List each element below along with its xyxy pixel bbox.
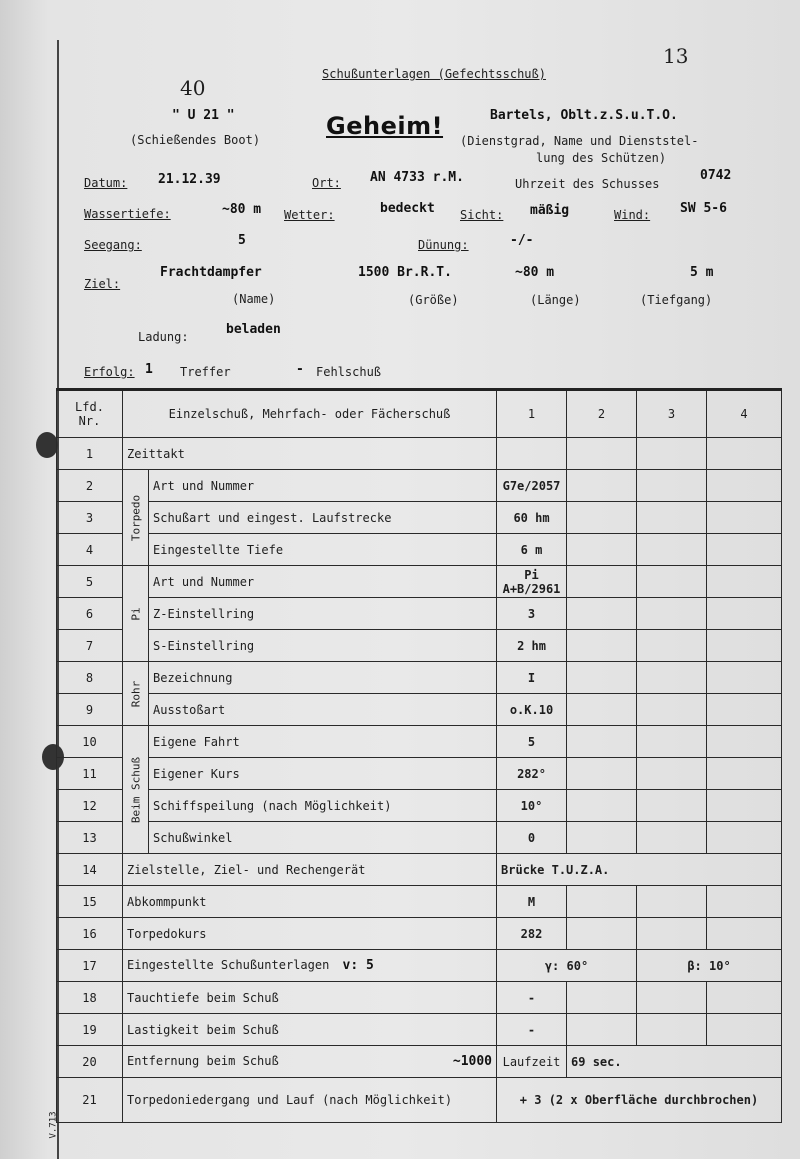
side-print: V.713 — [48, 1111, 59, 1139]
row17-value-a: v: 5 — [342, 958, 374, 973]
sight-label: Sicht: — [460, 208, 504, 222]
row-value: 5 — [497, 726, 567, 758]
table-row — [57, 534, 782, 566]
row-label: Schiffspeilung (nach Möglichkeit) — [149, 790, 497, 822]
result-hits: 1 — [145, 362, 153, 377]
row-label: Lastigkeit beim Schuß — [123, 1014, 497, 1046]
sea-label: Seegang: — [84, 238, 142, 252]
firing-data-table — [56, 388, 782, 1123]
cargo-label: Ladung: — [138, 330, 189, 344]
table-row — [57, 790, 782, 822]
row-label: Torpedoniedergang und Lauf (nach Möglichkeit) — [123, 1078, 497, 1123]
cargo-value: beladen — [226, 322, 281, 337]
col-header-1: 1 — [497, 390, 567, 438]
table-row — [57, 918, 782, 950]
row-value: 282 — [497, 918, 567, 950]
result-misses-label: Fehlschuß — [316, 365, 382, 379]
row-value: Pi A+B/2961 — [497, 566, 567, 598]
swell-label: Dünung: — [418, 238, 469, 252]
col-header-3: 3 — [637, 390, 707, 438]
place-value: AN 4733 r.M. — [370, 170, 464, 185]
boat-caption: (Schießendes Boot) — [130, 133, 261, 147]
table-row — [57, 758, 782, 790]
form-number: 40 — [180, 76, 206, 100]
target-label: Ziel: — [84, 277, 121, 291]
row-number: 2 — [57, 470, 123, 502]
target-length: ~80 m — [515, 265, 555, 280]
result-misses: - — [296, 362, 304, 377]
row-number: 4 — [57, 534, 123, 566]
date-value: 21.12.39 — [158, 172, 221, 187]
row-label: Torpedokurs — [123, 918, 497, 950]
row-label: Z-Einstellring — [149, 598, 497, 630]
result-label: Erfolg: — [84, 365, 135, 379]
table-row — [57, 662, 782, 694]
row-value: 10° — [497, 790, 567, 822]
col-header-4: 4 — [707, 390, 782, 438]
row-label: Zielstelle, Ziel- und Rechengerät — [123, 854, 497, 886]
row-value: - — [497, 982, 567, 1014]
row-label: Eigener Kurs — [149, 758, 497, 790]
row-number: 11 — [57, 758, 123, 790]
row-value — [497, 438, 567, 470]
shooter-caption-2: lung des Schützen) — [536, 151, 667, 165]
target-size: 1500 Br.R.T. — [358, 265, 452, 280]
caption-draft: (Tiefgang) — [640, 293, 713, 307]
table-row — [57, 598, 782, 630]
row-label: Entfernung beim Schuß ~1000 — [123, 1046, 497, 1078]
row-label: Zeittakt — [123, 438, 497, 470]
row-number: 15 — [57, 886, 123, 918]
table-row — [57, 886, 782, 918]
table-row — [57, 822, 782, 854]
table-row — [57, 854, 782, 886]
depth-value: ~80 m — [222, 202, 262, 217]
weather-label: Wetter: — [284, 208, 335, 222]
row-number: 8 — [57, 662, 123, 694]
row-label: S-Einstellring — [149, 630, 497, 662]
row-number: 21 — [57, 1078, 123, 1123]
row-number: 19 — [57, 1014, 123, 1046]
row-value: 2 hm — [497, 630, 567, 662]
runtime-label: Laufzeit — [497, 1046, 567, 1078]
row-label: Bezeichnung — [149, 662, 497, 694]
distance-value: ~1000 — [452, 1054, 493, 1069]
table-row — [57, 470, 782, 502]
row-number: 9 — [57, 694, 123, 726]
row-value: 6 m — [497, 534, 567, 566]
target-draft: 5 m — [690, 265, 714, 280]
row-number: 20 — [57, 1046, 123, 1078]
table-row — [57, 1046, 782, 1078]
wind-label: Wind: — [614, 208, 651, 222]
boat-name: " U 21 " — [172, 108, 235, 123]
result-hits-label: Treffer — [180, 365, 231, 379]
place-label: Ort: — [312, 176, 341, 190]
table-row — [57, 1014, 782, 1046]
group-pi: Pi — [123, 566, 149, 662]
row-label: Abkommpunkt — [123, 886, 497, 918]
table-row — [57, 726, 782, 758]
row-value: + 3 (2 x Oberfläche durchbrochen) — [497, 1078, 782, 1123]
caption-length: (Länge) — [530, 293, 581, 307]
row-number: 3 — [57, 502, 123, 534]
sight-value: mäßig — [530, 203, 570, 218]
shooter-name: Bartels, Oblt.z.S.u.T.O. — [490, 108, 678, 123]
row-value: M — [497, 886, 567, 918]
col-header-number: Lfd. Nr. — [57, 390, 123, 438]
col-header-description: Einzelschuß, Mehrfach- oder Fächerschuß — [123, 390, 497, 438]
table-row — [57, 694, 782, 726]
table-row — [57, 566, 782, 598]
row-value: - — [497, 1014, 567, 1046]
sea-value: 5 — [238, 233, 246, 248]
row-number: 5 — [57, 566, 123, 598]
swell-value: -/- — [510, 233, 534, 248]
group-torpedo: Torpedo — [123, 470, 149, 566]
caption-size: (Größe) — [408, 293, 459, 307]
row17-value-c: β: 10° — [637, 950, 782, 982]
caption-name: (Name) — [232, 292, 276, 306]
row-label: Eingestellte Tiefe — [149, 534, 497, 566]
depth-label: Wassertiefe: — [84, 207, 171, 221]
date-label: Datum: — [84, 176, 128, 190]
wind-value: SW 5-6 — [680, 201, 727, 216]
row-label: Art und Nummer — [149, 566, 497, 598]
row-value: I — [497, 662, 567, 694]
row-value: 282° — [497, 758, 567, 790]
table-row — [57, 438, 782, 470]
target-name: Frachtdampfer — [160, 265, 262, 280]
table-row — [57, 1078, 782, 1123]
row-label: Schußwinkel — [149, 822, 497, 854]
time-value: 0742 — [700, 168, 732, 183]
row-value: Brücke T.U.Z.A. — [497, 854, 782, 886]
shooter-caption-1: (Dienstgrad, Name und Dienststel- — [460, 134, 699, 148]
row-number: 7 — [57, 630, 123, 662]
table-row — [57, 950, 782, 982]
row-number: 14 — [57, 854, 123, 886]
row-value: 60 hm — [497, 502, 567, 534]
row-number: 12 — [57, 790, 123, 822]
table-row — [57, 502, 782, 534]
row-number: 10 — [57, 726, 123, 758]
table-row — [57, 630, 782, 662]
row-value: G7e/2057 — [497, 470, 567, 502]
page-number: 13 — [663, 44, 689, 68]
row-label: Art und Nummer — [149, 470, 497, 502]
row17-value-b: γ: 60° — [497, 950, 637, 982]
row-value: 0 — [497, 822, 567, 854]
table-row — [57, 982, 782, 1014]
row-number: 17 — [57, 950, 123, 982]
group-rohr: Rohr — [123, 662, 149, 726]
punch-hole — [36, 432, 58, 458]
row-number: 18 — [57, 982, 123, 1014]
secret-stamp: Geheim! — [326, 112, 444, 140]
col-header-2: 2 — [567, 390, 637, 438]
form-title: Schußunterlagen (Gefechtsschuß) — [322, 67, 546, 81]
time-label: Uhrzeit des Schusses — [515, 177, 660, 191]
row-label: Ausstoßart — [149, 694, 497, 726]
row-value: 3 — [497, 598, 567, 630]
row-label: Eigene Fahrt — [149, 726, 497, 758]
runtime-value: 69 sec. — [567, 1046, 782, 1078]
table-header-row — [57, 390, 782, 438]
row-label: Tauchtiefe beim Schuß — [123, 982, 497, 1014]
row-number: 6 — [57, 598, 123, 630]
row-number: 1 — [57, 438, 123, 470]
weather-value: bedeckt — [380, 201, 435, 216]
row-label: Eingestellte Schußunterlagen v: 5 — [123, 950, 497, 982]
row-label: Schußart und eingest. Laufstrecke — [149, 502, 497, 534]
row-number: 16 — [57, 918, 123, 950]
row-value: o.K.10 — [497, 694, 567, 726]
row-number: 13 — [57, 822, 123, 854]
group-beim-schuss: Beim Schuß — [123, 726, 149, 854]
